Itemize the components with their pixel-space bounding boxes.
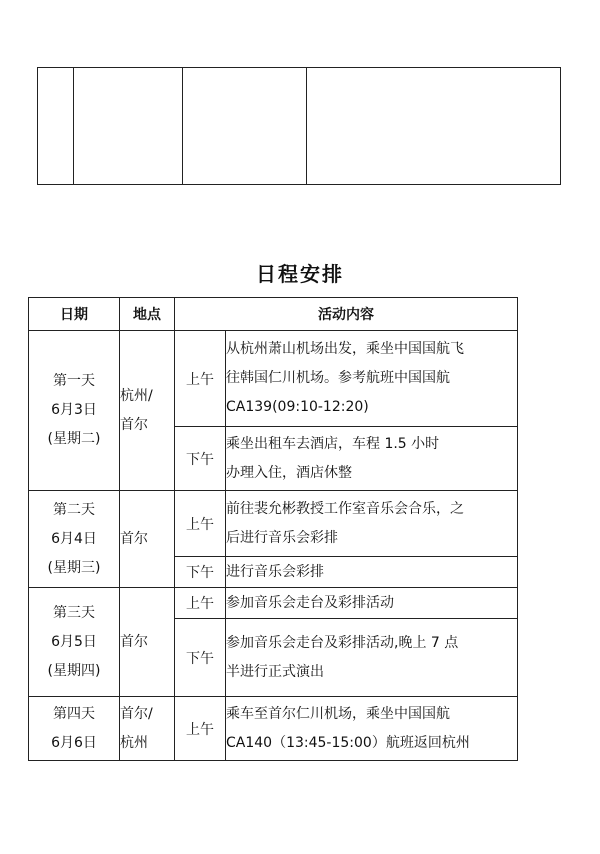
place-line: 首尔 [120,416,148,433]
activity-cell [226,557,518,588]
place-line: 杭州/ [120,387,153,404]
weekday-label: (星期四) [47,662,101,679]
date-label: 6月4日 [51,530,97,547]
day-label: 第一天 [53,373,95,389]
table-row [29,588,518,619]
activity-line: 乘车至首尔仁川机场，乘坐中国国航 [226,705,450,722]
page-title: 日程安排 [256,262,344,286]
date-cell [29,331,120,491]
empty-cell [74,68,183,185]
activity-cell [226,331,518,427]
period-am: 上午 [175,697,226,761]
place-line: 首尔 [120,530,148,547]
weekday-label: (星期三) [47,559,101,576]
place-cell [120,331,175,491]
activity-line: CA140（13:45-15:00）航班返回杭州 [226,734,470,751]
date-cell [29,697,120,761]
activity-line: 从杭州萧山机场出发，乘坐中国国航飞 [226,341,464,357]
day-label: 第四天 [53,705,95,722]
empty-cell [38,68,74,185]
activity-line: 办理入住，酒店休整 [226,464,352,481]
activity-cell [226,619,518,697]
empty-cell [183,68,307,185]
place-cell [120,491,175,588]
table-row [29,697,518,761]
place-line: 杭州 [120,734,148,751]
table-row [29,331,518,427]
table-row [29,491,518,557]
period-pm: 下午 [175,427,226,491]
date-label: 6月3日 [51,402,97,418]
date-cell [29,588,120,697]
header-content: 活动内容 [175,298,518,331]
activity-line: 参加音乐会走台及彩排活动,晚上 7 点 [226,634,459,651]
period-pm: 下午 [175,557,226,588]
empty-cell [307,68,561,185]
place-line: 首尔 [120,633,148,650]
period-pm: 下午 [175,619,226,697]
period-am: 上午 [175,491,226,557]
date-cell [29,491,120,588]
activity-cell [226,491,518,557]
activity-line: 进行音乐会彩排 [226,563,324,580]
activity-line: 后进行音乐会彩排 [226,529,338,546]
place-line: 首尔/ [120,705,153,722]
activity-line: 参加音乐会走台及彩排活动 [226,594,394,611]
header-place: 地点 [120,298,175,331]
activity-cell [226,427,518,491]
period-am: 上午 [175,588,226,619]
place-cell [120,588,175,697]
schedule-table [28,297,518,761]
activity-line: 前往裴允彬教授工作室音乐会合乐，之 [226,500,464,517]
day-label: 第二天 [53,501,95,518]
activity-line: CA139(09:10-12:20) [226,399,369,415]
date-label: 6月6日 [51,734,97,751]
activity-line: 乘坐出租车去酒店，车程 1.5 小时 [226,435,440,452]
header-date: 日期 [29,298,120,331]
place-cell [120,697,175,761]
table-header-row [29,298,518,331]
previous-page-table-fragment [37,67,561,185]
activity-cell [226,588,518,619]
activity-line: 半进行正式演出 [226,663,324,680]
date-label: 6月5日 [51,633,97,650]
activity-cell [226,697,518,761]
weekday-label: (星期二) [47,431,101,447]
day-label: 第三天 [53,604,95,621]
period-am: 上午 [175,331,226,427]
activity-line: 往韩国仁川机场。参考航班中国国航 [226,370,450,386]
